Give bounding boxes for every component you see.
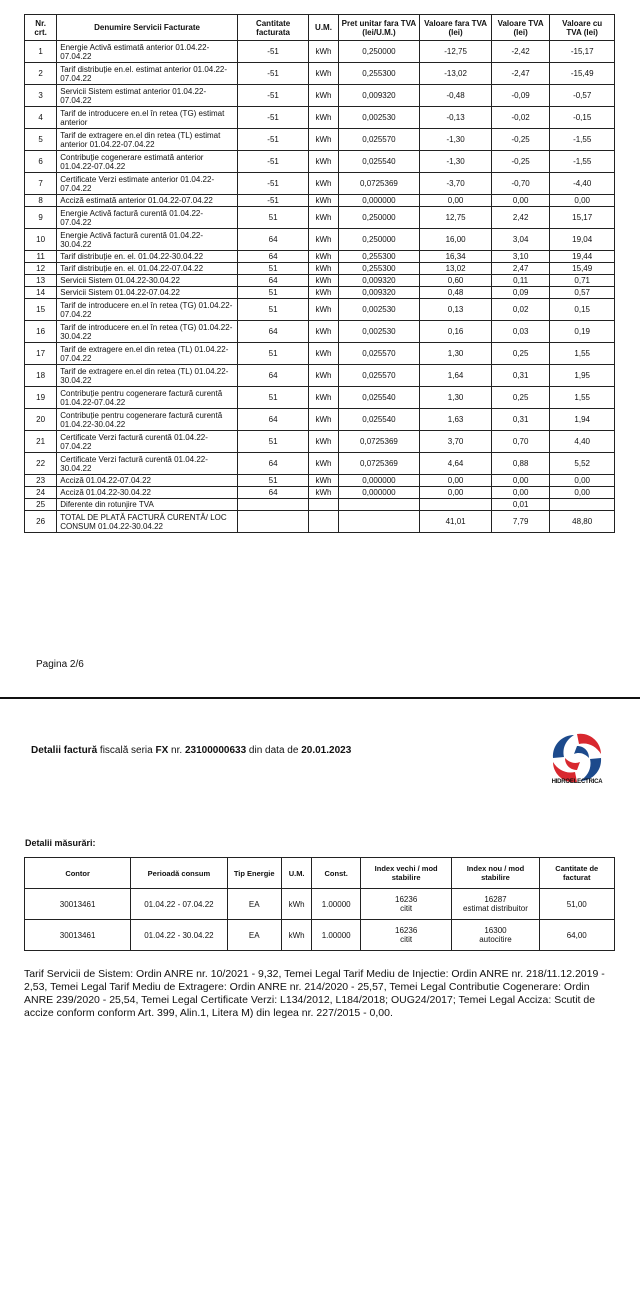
cell-vat-value: 0,88 <box>491 453 549 475</box>
cell-unit: kWh <box>309 365 338 387</box>
cell-vat-value: 0,25 <box>491 387 549 409</box>
cell-vat-value: 3,04 <box>491 229 549 251</box>
cell-vat-value: 0,02 <box>491 299 549 321</box>
invoice-title-label: Detalii factură <box>31 745 98 756</box>
cell-unit-price <box>338 499 420 511</box>
cell-unit-price: 0,025570 <box>338 129 420 151</box>
cell-service-name: Energie Activă factură curentă 01.04.22-30.04.22 <box>57 229 238 251</box>
measurements-header-row <box>25 858 615 889</box>
cell-total-value: 1,55 <box>550 343 615 365</box>
cell-unit: kWh <box>309 85 338 107</box>
cell-net-value: 16,00 <box>420 229 492 251</box>
cell-vat-value: 3,10 <box>491 251 549 263</box>
cell-unit-price: 0,025570 <box>338 343 420 365</box>
cell-net-value: -1,30 <box>420 151 492 173</box>
cell-vat-value: 0,11 <box>491 275 549 287</box>
cell-total-value: -4,40 <box>550 173 615 195</box>
cell-row-number: 7 <box>25 173 57 195</box>
cell-unit-price: 0,0725369 <box>338 173 420 195</box>
meas-cell-period: 01.04.22 - 07.04.22 <box>131 889 227 920</box>
cell-total-value: 4,40 <box>550 431 615 453</box>
table-row <box>25 263 615 275</box>
meas-new-index-mode: estimat distribuitor <box>463 904 528 913</box>
cell-service-name: Servicii Sistem estimat anterior 01.04.22-07.04.22 <box>57 85 238 107</box>
cell-row-number: 5 <box>25 129 57 151</box>
cell-net-value: 4,64 <box>420 453 492 475</box>
table-row <box>25 173 615 195</box>
table-row <box>25 251 615 263</box>
meas-old-index-value: 16236 <box>395 926 418 935</box>
table-row <box>25 365 615 387</box>
cell-quantity: 51 <box>237 287 309 299</box>
cell-net-value: 1,63 <box>420 409 492 431</box>
cell-service-name: Energie Activă factură curentă 01.04.22-07.04.22 <box>57 207 238 229</box>
cell-unit: kWh <box>309 299 338 321</box>
cell-unit: kWh <box>309 487 338 499</box>
meas-new-index-value: 16287 <box>484 895 507 904</box>
cell-unit: kWh <box>309 409 338 431</box>
cell-unit: kWh <box>309 207 338 229</box>
cell-quantity: 64 <box>237 229 309 251</box>
cell-row-number: 9 <box>25 207 57 229</box>
cell-quantity: -51 <box>237 107 309 129</box>
cell-service-name: Tarif de introducere en.el în retea (TG) estimat anterior <box>57 107 238 129</box>
meas-col-const: Const. <box>312 858 360 889</box>
cell-net-value: 12,75 <box>420 207 492 229</box>
cell-net-value <box>420 499 492 511</box>
table-row <box>25 321 615 343</box>
cell-quantity: 51 <box>237 207 309 229</box>
cell-vat-value: -2,47 <box>491 63 549 85</box>
invoice-title-text-1: fiscală seria <box>97 745 156 756</box>
cell-row-number: 8 <box>25 195 57 207</box>
cell-unit-price: 0,0725369 <box>338 453 420 475</box>
cell-vat-value: 0,31 <box>491 365 549 387</box>
cell-vat-value: 2,42 <box>491 207 549 229</box>
cell-quantity: -51 <box>237 195 309 207</box>
cell-service-name: Servicii Sistem 01.04.22-30.04.22 <box>57 275 238 287</box>
col-header-vat-value: Valoare TVA (lei) <box>491 15 549 41</box>
cell-quantity: 51 <box>237 299 309 321</box>
cell-vat-value: -0,25 <box>491 151 549 173</box>
cell-unit-price: 0,000000 <box>338 195 420 207</box>
cell-quantity: -51 <box>237 151 309 173</box>
cell-unit-price: 0,255300 <box>338 263 420 275</box>
cell-unit-price: 0,025540 <box>338 409 420 431</box>
cell-quantity: 64 <box>237 453 309 475</box>
invoice-title <box>31 745 351 756</box>
invoice-date: 20.01.2023 <box>301 745 352 756</box>
cell-unit-price: 0,025540 <box>338 151 420 173</box>
cell-row-number: 23 <box>25 475 57 487</box>
meas-col-um: U.M. <box>281 858 312 889</box>
cell-service-name: TOTAL DE PLATĂ FACTURĂ CURENTĂ/ LOC CONSUM 01.04.22-30.04.22 <box>57 511 238 533</box>
cell-row-number: 10 <box>25 229 57 251</box>
cell-total-value: 1,94 <box>550 409 615 431</box>
col-header-total-value: Valoare cu TVA (lei) <box>550 15 615 41</box>
cell-net-value: 0,00 <box>420 195 492 207</box>
meas-cell-energy-type: EA <box>227 889 281 920</box>
invoice-series: FX <box>155 745 169 756</box>
cell-service-name: Certificate Verzi estimate anterior 01.04.22-07.04.22 <box>57 173 238 195</box>
cell-total-value: 1,55 <box>550 387 615 409</box>
meas-col-old-index: Index vechi / mod stabilire <box>360 858 452 889</box>
cell-unit: kWh <box>309 453 338 475</box>
table-row <box>25 453 615 475</box>
meas-col-quantity: Cantitate de facturat <box>539 858 614 889</box>
cell-net-value: 13,02 <box>420 263 492 275</box>
cell-total-value: -15,17 <box>550 41 615 63</box>
cell-row-number: 19 <box>25 387 57 409</box>
cell-service-name: Tarif distribuție en. el. 01.04.22-30.04.22 <box>57 251 238 263</box>
cell-row-number: 26 <box>25 511 57 533</box>
cell-total-value: 0,57 <box>550 287 615 299</box>
cell-vat-value: 2,47 <box>491 263 549 275</box>
cell-total-value: 0,19 <box>550 321 615 343</box>
cell-quantity: 51 <box>237 387 309 409</box>
invoice-title-text-2: nr. <box>168 745 185 756</box>
cell-service-name: Certificate Verzi factură curentă 01.04.22-07.04.22 <box>57 431 238 453</box>
cell-unit: kWh <box>309 387 338 409</box>
cell-net-value: 1,30 <box>420 387 492 409</box>
cell-total-value: 15,49 <box>550 263 615 275</box>
meas-cell-constant: 1.00000 <box>312 920 360 951</box>
meas-cell-old-index <box>360 920 452 951</box>
cell-service-name: Acciză estimată anterior 01.04.22-07.04.22 <box>57 195 238 207</box>
col-header-net-value: Valoare fara TVA (lei) <box>420 15 492 41</box>
cell-net-value: 0,00 <box>420 487 492 499</box>
meas-cell-new-index <box>452 889 539 920</box>
cell-total-value: 48,80 <box>550 511 615 533</box>
cell-vat-value: -0,02 <box>491 107 549 129</box>
cell-quantity: 64 <box>237 275 309 287</box>
cell-quantity: 51 <box>237 263 309 275</box>
cell-quantity: 64 <box>237 365 309 387</box>
cell-total-value: 0,00 <box>550 475 615 487</box>
cell-total-value: 1,95 <box>550 365 615 387</box>
table-row <box>25 85 615 107</box>
cell-unit: kWh <box>309 263 338 275</box>
meas-old-index-value: 16236 <box>395 895 418 904</box>
cell-vat-value: 0,09 <box>491 287 549 299</box>
cell-service-name: Tarif de extragere en.el din retea (TL) estimat anterior 01.04.22-07.04.22 <box>57 129 238 151</box>
col-header-quantity: Cantitate facturata <box>237 15 309 41</box>
measurement-row <box>25 889 615 920</box>
table-row <box>25 299 615 321</box>
cell-service-name: Tarif de extragere en.el din retea (TL) 01.04.22-07.04.22 <box>57 343 238 365</box>
page-number: Pagina 2/6 <box>36 659 84 670</box>
meas-cell-new-index <box>452 920 539 951</box>
cell-vat-value: 0,01 <box>491 499 549 511</box>
cell-service-name: Tarif de extragere en.el din retea (TL) 01.04.22-30.04.22 <box>57 365 238 387</box>
cell-unit-price: 0,000000 <box>338 487 420 499</box>
col-header-nr: Nr. crt. <box>25 15 57 41</box>
cell-unit <box>309 499 338 511</box>
cell-vat-value: 0,03 <box>491 321 549 343</box>
table-row <box>25 409 615 431</box>
cell-total-value: 19,04 <box>550 229 615 251</box>
cell-unit-price: 0,000000 <box>338 475 420 487</box>
table-row <box>25 431 615 453</box>
cell-unit: kWh <box>309 251 338 263</box>
cell-unit-price: 0,255300 <box>338 251 420 263</box>
cell-quantity: 51 <box>237 343 309 365</box>
cell-unit-price: 0,255300 <box>338 63 420 85</box>
cell-total-value: -0,57 <box>550 85 615 107</box>
cell-total-value: 0,71 <box>550 275 615 287</box>
cell-row-number: 16 <box>25 321 57 343</box>
table-row <box>25 63 615 85</box>
cell-row-number: 6 <box>25 151 57 173</box>
cell-quantity: 64 <box>237 321 309 343</box>
cell-vat-value: 0,00 <box>491 487 549 499</box>
cell-total-value <box>550 499 615 511</box>
meas-cell-constant: 1.00000 <box>312 889 360 920</box>
meas-new-index-mode: autocitire <box>479 935 512 944</box>
cell-total-value: 0,00 <box>550 195 615 207</box>
cell-quantity: 51 <box>237 475 309 487</box>
meas-col-new-index: Index nou / mod stabilire <box>452 858 539 889</box>
cell-total-value: 0,00 <box>550 487 615 499</box>
invoice-number: 23100000633 <box>184 745 247 756</box>
cell-unit-price: 0,250000 <box>338 207 420 229</box>
cell-net-value: 0,00 <box>420 475 492 487</box>
meas-new-index-value: 16300 <box>484 926 507 935</box>
cell-total-value: 0,15 <box>550 299 615 321</box>
cell-row-number: 3 <box>25 85 57 107</box>
cell-service-name: Tarif de introducere en.el în retea (TG) 01.04.22-30.04.22 <box>57 321 238 343</box>
table-row <box>25 129 615 151</box>
cell-quantity: -51 <box>237 85 309 107</box>
cell-net-value: -3,70 <box>420 173 492 195</box>
cell-unit-price: 0,025570 <box>338 365 420 387</box>
cell-row-number: 11 <box>25 251 57 263</box>
cell-unit: kWh <box>309 321 338 343</box>
meas-cell-unit: kWh <box>281 920 312 951</box>
cell-unit-price: 0,009320 <box>338 287 420 299</box>
logo-text: HIDROELECTRICA <box>551 779 603 785</box>
cell-unit: kWh <box>309 195 338 207</box>
cell-service-name: Tarif de introducere en.el în retea (TG) 01.04.22-07.04.22 <box>57 299 238 321</box>
cell-vat-value: 0,00 <box>491 195 549 207</box>
cell-net-value: -13,02 <box>420 63 492 85</box>
cell-service-name: Acciză 01.04.22-07.04.22 <box>57 475 238 487</box>
invoice-items-table <box>24 14 615 533</box>
table-row <box>25 487 615 499</box>
cell-unit: kWh <box>309 287 338 299</box>
col-header-um: U.M. <box>309 15 338 41</box>
cell-unit-price: 0,002530 <box>338 321 420 343</box>
cell-service-name: Contribuție pentru cogenerare factură curentă 01.04.22-07.04.22 <box>57 387 238 409</box>
cell-quantity: 64 <box>237 487 309 499</box>
cell-quantity <box>237 499 309 511</box>
cell-vat-value: -0,09 <box>491 85 549 107</box>
cell-service-name: Servicii Sistem 01.04.22-07.04.22 <box>57 287 238 299</box>
cell-row-number: 17 <box>25 343 57 365</box>
cell-total-value: -15,49 <box>550 63 615 85</box>
meas-cell-old-index <box>360 889 452 920</box>
meas-old-index-mode: citit <box>400 904 413 913</box>
cell-net-value: 1,30 <box>420 343 492 365</box>
cell-row-number: 21 <box>25 431 57 453</box>
cell-total-value: -1,55 <box>550 151 615 173</box>
cell-quantity: -51 <box>237 129 309 151</box>
cell-unit: kWh <box>309 41 338 63</box>
table-row <box>25 499 615 511</box>
cell-service-name: Diferente din rotunjire TVA <box>57 499 238 511</box>
cell-unit: kWh <box>309 151 338 173</box>
col-header-service: Denumire Servicii Facturate <box>57 15 238 41</box>
cell-total-value: -1,55 <box>550 129 615 151</box>
invoice-header-row <box>25 15 615 41</box>
cell-quantity: 51 <box>237 431 309 453</box>
cell-unit: kWh <box>309 63 338 85</box>
cell-unit: kWh <box>309 107 338 129</box>
cell-row-number: 24 <box>25 487 57 499</box>
cell-unit <box>309 511 338 533</box>
measurement-row <box>25 920 615 951</box>
cell-row-number: 25 <box>25 499 57 511</box>
table-row <box>25 229 615 251</box>
cell-unit: kWh <box>309 275 338 287</box>
cell-vat-value: 0,25 <box>491 343 549 365</box>
meas-cell-energy-type: EA <box>227 920 281 951</box>
table-row <box>25 151 615 173</box>
table-row <box>25 475 615 487</box>
cell-total-value: 15,17 <box>550 207 615 229</box>
cell-unit: kWh <box>309 475 338 487</box>
measurements-heading: Detalii măsurări: <box>25 838 96 848</box>
cell-row-number: 14 <box>25 287 57 299</box>
table-row <box>25 207 615 229</box>
cell-row-number: 2 <box>25 63 57 85</box>
cell-unit-price: 0,250000 <box>338 41 420 63</box>
cell-unit-price: 0,025540 <box>338 387 420 409</box>
cell-total-value: -0,15 <box>550 107 615 129</box>
cell-net-value: 3,70 <box>420 431 492 453</box>
cell-quantity: -51 <box>237 173 309 195</box>
cell-row-number: 13 <box>25 275 57 287</box>
cell-quantity: 64 <box>237 409 309 431</box>
cell-net-value: -0,48 <box>420 85 492 107</box>
cell-unit: kWh <box>309 173 338 195</box>
cell-row-number: 20 <box>25 409 57 431</box>
cell-unit-price: 0,0725369 <box>338 431 420 453</box>
cell-service-name: Contribuție cogenerare estimată anterior 01.04.22-07.04.22 <box>57 151 238 173</box>
cell-unit-price: 0,250000 <box>338 229 420 251</box>
table-row <box>25 107 615 129</box>
cell-vat-value: 7,79 <box>491 511 549 533</box>
cell-net-value: 0,48 <box>420 287 492 299</box>
cell-vat-value: 0,31 <box>491 409 549 431</box>
cell-quantity: -51 <box>237 63 309 85</box>
cell-net-value: 0,60 <box>420 275 492 287</box>
meas-col-type: Tip Energie <box>227 858 281 889</box>
cell-net-value: 1,64 <box>420 365 492 387</box>
cell-net-value: -12,75 <box>420 41 492 63</box>
cell-row-number: 1 <box>25 41 57 63</box>
legal-text: Tarif Servicii de Sistem: Ordin ANRE nr. 10/2021 - 9,32, Temei Legal Tarif Mediu de Injectie: Ordin ANRE nr. 218/11.12.2019 - 2,53, Temei Legal Tarif Mediu de Extragere: Ordin ANRE nr. 214/2020 - 25,57, Temei Legal Contributie Cogenerare: Ordin ANRE 239/2020 - 25,54, Temei Legal Certificate Verzi: L134/2012, L184/2018; OUG24/2017; Temei Legal Acciza: Scutit de accize conform conform Art. 399, Alin.1, Litera M) din legea nr. 227/2015 - 0,00. <box>24 968 605 1019</box>
cell-vat-value: 0,70 <box>491 431 549 453</box>
cell-unit-price: 0,009320 <box>338 85 420 107</box>
invoice-title-text-3: din data de <box>246 745 302 756</box>
meas-col-meter: Contor <box>25 858 131 889</box>
cell-net-value: 0,16 <box>420 321 492 343</box>
cell-total-value: 19,44 <box>550 251 615 263</box>
cell-service-name: Tarif distribuție en.el. estimat anterior 01.04.22-07.04.22 <box>57 63 238 85</box>
cell-service-name: Energie Activă estimată anterior 01.04.22-07.04.22 <box>57 41 238 63</box>
cell-row-number: 12 <box>25 263 57 275</box>
cell-row-number: 4 <box>25 107 57 129</box>
meas-cell-quantity: 64,00 <box>539 920 614 951</box>
cell-quantity: 64 <box>237 251 309 263</box>
cell-vat-value: 0,00 <box>491 475 549 487</box>
cell-net-value: 0,13 <box>420 299 492 321</box>
cell-unit-price: 0,009320 <box>338 275 420 287</box>
cell-net-value: 16,34 <box>420 251 492 263</box>
cell-unit-price: 0,002530 <box>338 107 420 129</box>
cell-quantity: -51 <box>237 41 309 63</box>
table-row <box>25 287 615 299</box>
page-divider <box>0 697 640 699</box>
meas-cell-period: 01.04.22 - 30.04.22 <box>131 920 227 951</box>
cell-net-value: 41,01 <box>420 511 492 533</box>
table-row <box>25 195 615 207</box>
table-row <box>25 41 615 63</box>
cell-unit: kWh <box>309 431 338 453</box>
cell-quantity <box>237 511 309 533</box>
cell-service-name: Certificate Verzi factură curentă 01.04.22-30.04.22 <box>57 453 238 475</box>
cell-service-name: Acciză 01.04.22-30.04.22 <box>57 487 238 499</box>
cell-unit: kWh <box>309 129 338 151</box>
cell-unit: kWh <box>309 229 338 251</box>
table-row <box>25 387 615 409</box>
table-row <box>25 343 615 365</box>
table-row <box>25 511 615 533</box>
cell-net-value: -1,30 <box>420 129 492 151</box>
cell-unit-price <box>338 511 420 533</box>
measurements-table <box>24 857 615 951</box>
meas-old-index-mode: citit <box>400 935 413 944</box>
cell-vat-value: -0,25 <box>491 129 549 151</box>
meas-cell-meter: 30013461 <box>25 920 131 951</box>
cell-vat-value: -0,70 <box>491 173 549 195</box>
cell-row-number: 15 <box>25 299 57 321</box>
meas-col-period: Perioadă consum <box>131 858 227 889</box>
cell-total-value: 5,52 <box>550 453 615 475</box>
meas-cell-unit: kWh <box>281 889 312 920</box>
cell-net-value: -0,13 <box>420 107 492 129</box>
cell-unit: kWh <box>309 343 338 365</box>
table-row <box>25 275 615 287</box>
cell-service-name: Tarif distribuție en. el. 01.04.22-07.04.22 <box>57 263 238 275</box>
meas-cell-meter: 30013461 <box>25 889 131 920</box>
cell-service-name: Contribuție pentru cogenerare factură curentă 01.04.22-30.04.22 <box>57 409 238 431</box>
cell-unit-price: 0,002530 <box>338 299 420 321</box>
meas-cell-quantity: 51,00 <box>539 889 614 920</box>
cell-row-number: 18 <box>25 365 57 387</box>
cell-vat-value: -2,42 <box>491 41 549 63</box>
cell-row-number: 22 <box>25 453 57 475</box>
col-header-unit-price: Pret unitar fara TVA (lei/U.M.) <box>338 15 420 41</box>
